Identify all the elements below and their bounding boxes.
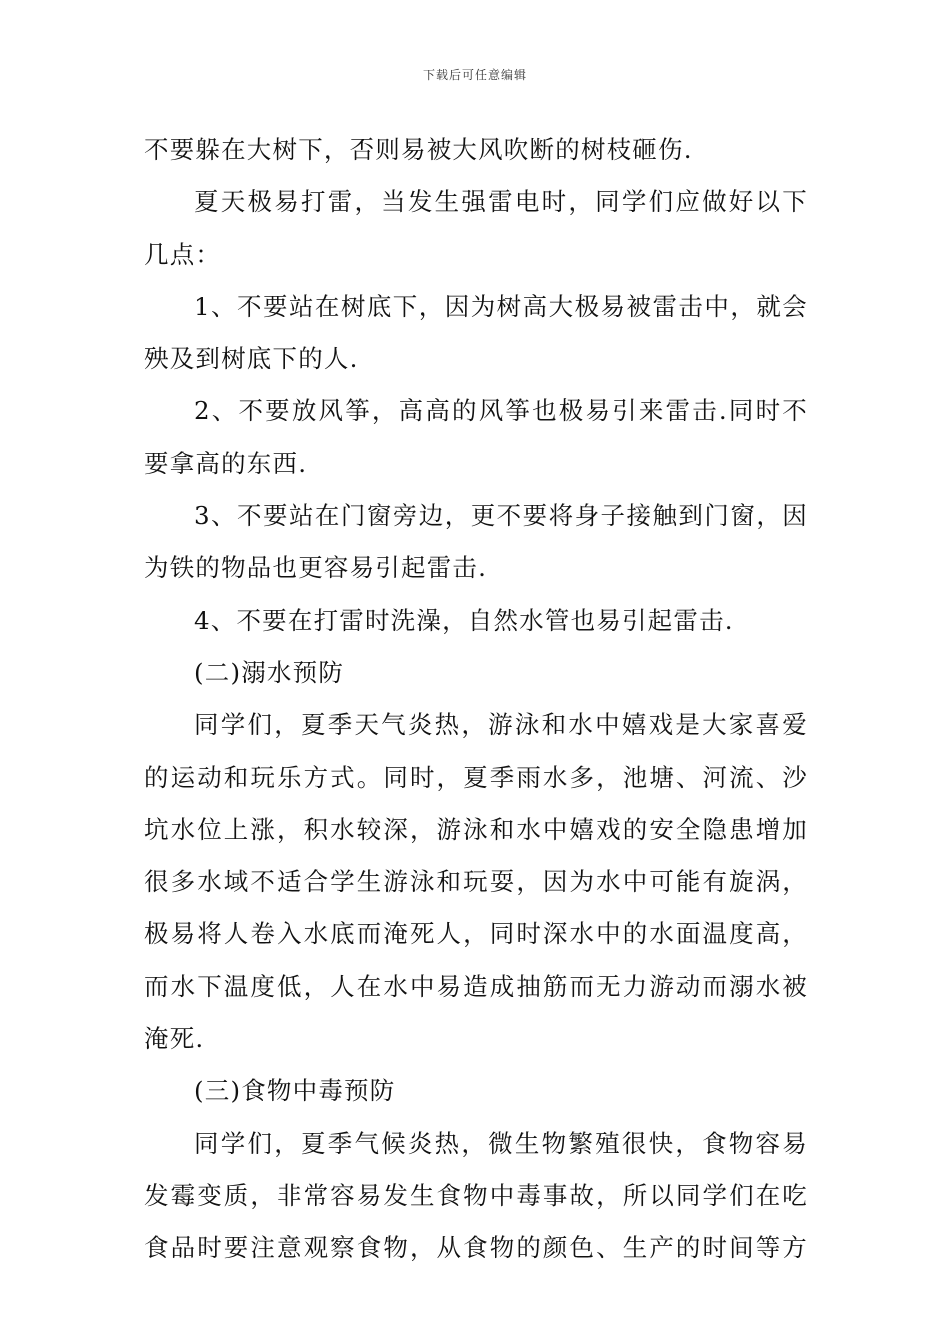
text-line: 发霉变质，非常容易发生食物中毒事故，所以同学们在吃: [144, 1180, 808, 1210]
text-line: 夏天极易打雷，当发生强雷电时，同学们应做好以下: [194, 187, 808, 217]
text-line: 1、不要站在树底下，因为树高大极易被雷击中，就会: [194, 291, 808, 321]
text-line: 殃及到树底下的人.: [144, 344, 359, 374]
section-heading: (二)溺水预防: [194, 657, 345, 687]
text-line: 极易将人卷入水底而淹死人，同时深水中的水面温度高，: [144, 919, 808, 949]
body-text: [144, 124, 808, 1275]
text-line: 而水下温度低，人在水中易造成抽筋而无力游动而溺水被: [144, 971, 808, 1001]
text-line: 同学们，夏季气候炎热，微生物繁殖很快，食物容易: [194, 1128, 808, 1158]
text-line: 3、不要站在门窗旁边，更不要将身子接触到门窗，因: [194, 501, 808, 531]
section-heading: (三)食物中毒预防: [194, 1076, 396, 1106]
text-line: 要拿高的东西.: [144, 448, 308, 478]
text-line: 4、不要在打雷时洗澡，自然水管也易引起雷击.: [194, 605, 734, 635]
text-line: 很多水域不适合学生游泳和玩耍，因为水中可能有旋涡，: [144, 867, 808, 897]
text-line: 2、不要放风筝，高高的风筝也极易引来雷击.同时不: [194, 396, 808, 426]
text-line: 食品时要注意观察食物，从食物的颜色、生产的时间等方: [144, 1233, 808, 1263]
text-line: 的运动和玩乐方式。同时，夏季雨水多，池塘、河流、沙: [144, 762, 808, 792]
text-line: 不要躲在大树下，否则易被大风吹断的树枝砸伤.: [144, 135, 693, 164]
text-line: 坑水位上涨，积水较深，游泳和水中嬉戏的安全隐患增加: [144, 814, 808, 844]
text-line: 同学们，夏季天气炎热，游泳和水中嬉戏是大家喜爱: [194, 710, 808, 740]
page-header: 下载后可任意编辑: [422, 68, 527, 82]
text-line: 为铁的物品也更容易引起雷击.: [144, 553, 488, 583]
text-line: 淹死.: [144, 1024, 205, 1054]
text-line: 几点：: [144, 239, 222, 269]
